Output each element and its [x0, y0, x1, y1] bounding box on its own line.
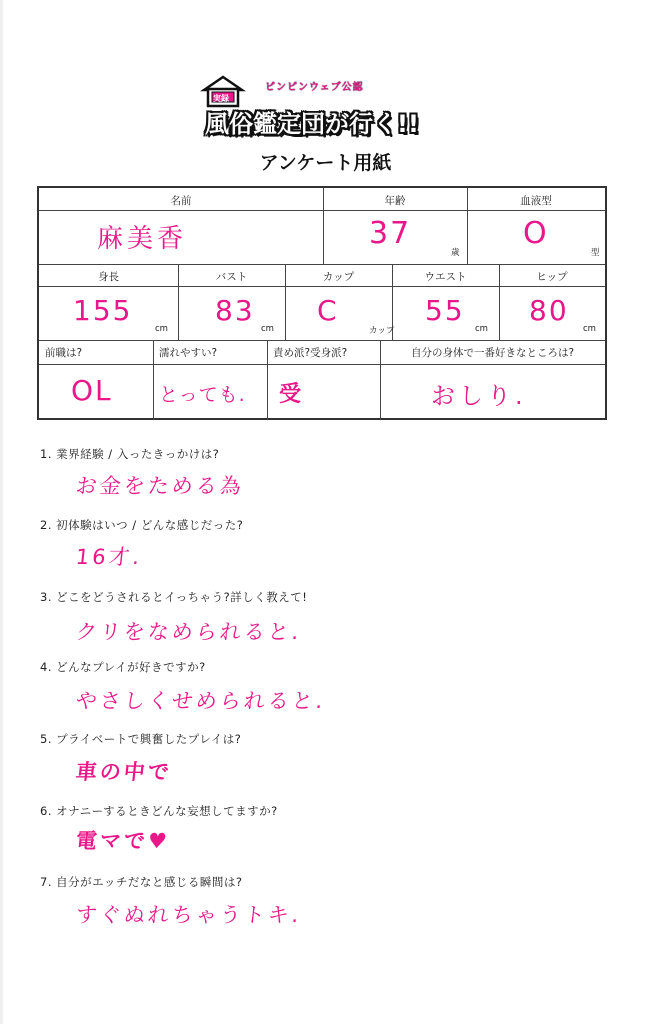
label-height: 身長	[98, 271, 119, 283]
unit-bust: cm	[261, 324, 274, 334]
answer-4: やさしくせめられると.	[74, 689, 327, 713]
label-hip: ヒップ	[536, 271, 568, 283]
label-cup: カップ	[322, 271, 355, 283]
label-role: 責め派?受身派?	[273, 347, 348, 359]
label-blood-type: 血液型	[520, 195, 552, 207]
question-5: 5. プライベートで興奮したプレイは?	[40, 732, 242, 746]
value-previous-job: OL	[71, 374, 113, 407]
value-favorite-body-part: おしり.	[431, 382, 527, 410]
value-hip: 80	[529, 294, 569, 327]
question-7: 7. 自分がエッチだなと感じる瞬間は?	[40, 875, 243, 889]
profile-table	[37, 186, 607, 420]
label-gets-wet: 濡れやすい?	[159, 347, 218, 359]
answer-1: お金をためる為	[74, 474, 246, 498]
question-4: 4. どんなプレイが好きですか?	[40, 660, 206, 674]
label-name: 名前	[170, 195, 192, 207]
question-6: 6. オナニーするときどんな妄想してますか?	[40, 804, 278, 818]
answer-6: 電マで♥	[74, 829, 171, 853]
label-age: 年齢	[384, 195, 406, 207]
logo-badge-text: 実録	[213, 94, 229, 103]
logo-subtitle: ピンピンウェブ公認	[265, 82, 364, 93]
value-gets-wet: とっても.	[159, 384, 246, 406]
label-previous-job: 前職は?	[45, 347, 83, 359]
logo-title: 風俗鑑定団が行く!!	[205, 110, 419, 138]
value-bust: 83	[215, 294, 255, 327]
value-name: 麻美香	[97, 224, 188, 254]
value-height: 155	[73, 294, 133, 327]
question-3: 3. どこをどうされるとイっちゃう?詳しく教えて!	[40, 590, 308, 604]
answer-7: すぐぬれちゃうトキ.	[74, 903, 303, 927]
unit-waist: cm	[475, 324, 488, 334]
value-role: 受	[279, 382, 304, 407]
unit-cup: カップ	[369, 326, 395, 336]
label-favorite-body-part: 自分の身体で一番好きなところは?	[410, 347, 575, 359]
unit-blood-type: 型	[591, 248, 600, 258]
answer-3: クリをなめられると.	[74, 620, 303, 644]
value-waist: 55	[425, 294, 465, 327]
question-2: 2. 初体験はいつ / どんな感じだった?	[40, 518, 244, 532]
value-blood-type: O	[523, 216, 549, 251]
page-title: アンケート用紙	[259, 152, 392, 174]
label-waist: ウエスト	[424, 271, 467, 283]
answer-5: 車の中で	[74, 760, 174, 784]
value-cup: C	[317, 294, 339, 327]
unit-height: cm	[155, 324, 168, 334]
label-bust: バスト	[215, 271, 248, 283]
question-1: 1. 業界経験 / 入ったきっかけは?	[40, 447, 220, 461]
answer-2: 16才.	[74, 545, 144, 569]
unit-age: 歳	[451, 248, 460, 258]
unit-hip: cm	[583, 324, 596, 334]
value-age: 37	[369, 216, 412, 251]
